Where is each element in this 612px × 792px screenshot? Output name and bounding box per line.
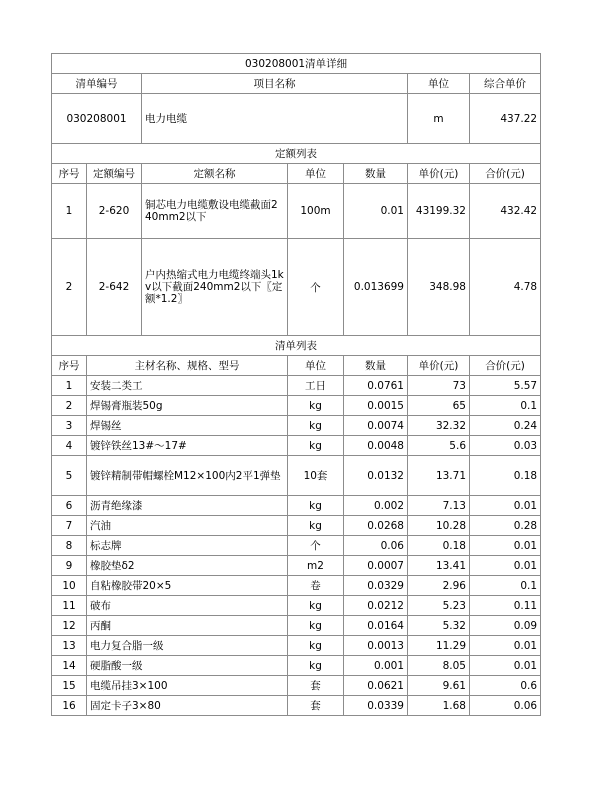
material-total: 0.01 (470, 536, 541, 556)
quota-row (52, 239, 541, 336)
material-quantity: 0.0621 (344, 676, 408, 696)
quota-header-cell: 定额编号 (87, 164, 142, 184)
material-unit: kg (288, 636, 344, 656)
materials-header-cell: 单位 (288, 356, 344, 376)
unit-price-value: 437.22 (470, 94, 541, 144)
material-row (52, 556, 541, 576)
material-seq: 1 (52, 376, 87, 396)
material-total: 0.28 (470, 516, 541, 536)
material-row (52, 416, 541, 436)
material-unit: kg (288, 396, 344, 416)
materials-header-cell: 序号 (52, 356, 87, 376)
quota-section-title: 定额列表 (52, 144, 541, 164)
material-row (52, 516, 541, 536)
quota-header-row (52, 164, 541, 184)
material-row (52, 456, 541, 496)
material-unit: 工日 (288, 376, 344, 396)
material-row (52, 636, 541, 656)
material-quantity: 0.0015 (344, 396, 408, 416)
material-quantity: 0.0761 (344, 376, 408, 396)
quota-unit-price: 348.98 (408, 239, 470, 336)
quota-header-cell: 序号 (52, 164, 87, 184)
material-row (52, 696, 541, 716)
material-name: 破布 (87, 596, 288, 616)
materials-section-title: 清单列表 (52, 336, 541, 356)
material-unit: kg (288, 496, 344, 516)
material-quantity: 0.0339 (344, 696, 408, 716)
material-unit-price: 9.61 (408, 676, 470, 696)
material-seq: 15 (52, 676, 87, 696)
material-unit: m2 (288, 556, 344, 576)
material-quantity: 0.0007 (344, 556, 408, 576)
material-unit-price: 10.28 (408, 516, 470, 536)
quota-code: 2-642 (87, 239, 142, 336)
material-unit-price: 8.05 (408, 656, 470, 676)
material-unit: kg (288, 656, 344, 676)
material-quantity: 0.06 (344, 536, 408, 556)
unit-value: m (408, 94, 470, 144)
material-total: 0.06 (470, 696, 541, 716)
material-total: 0.01 (470, 496, 541, 516)
material-unit-price: 7.13 (408, 496, 470, 516)
materials-header-row (52, 356, 541, 376)
material-name: 电缆吊挂3×100 (87, 676, 288, 696)
material-name: 安装二类工 (87, 376, 288, 396)
material-name: 电力复合脂一级 (87, 636, 288, 656)
material-seq: 12 (52, 616, 87, 636)
material-seq: 5 (52, 456, 87, 496)
bill-code-header: 清单编号 (52, 74, 142, 94)
material-total: 0.09 (470, 616, 541, 636)
material-total: 0.01 (470, 556, 541, 576)
project-name-header: 项目名称 (142, 74, 408, 94)
material-name: 汽油 (87, 516, 288, 536)
material-quantity: 0.001 (344, 656, 408, 676)
material-row (52, 676, 541, 696)
material-unit: 卷 (288, 576, 344, 596)
material-seq: 7 (52, 516, 87, 536)
material-unit-price: 11.29 (408, 636, 470, 656)
material-unit-price: 13.41 (408, 556, 470, 576)
quota-code: 2-620 (87, 184, 142, 239)
material-row (52, 576, 541, 596)
quota-seq: 2 (52, 239, 87, 336)
material-unit-price: 5.32 (408, 616, 470, 636)
material-unit: 10套 (288, 456, 344, 496)
material-total: 0.01 (470, 636, 541, 656)
material-name: 镀锌铁丝13#～17# (87, 436, 288, 456)
material-row (52, 496, 541, 516)
material-unit-price: 1.68 (408, 696, 470, 716)
material-name: 橡胶垫δ2 (87, 556, 288, 576)
material-name: 自粘橡胶带20×5 (87, 576, 288, 596)
material-unit-price: 13.71 (408, 456, 470, 496)
material-quantity: 0.0329 (344, 576, 408, 596)
material-quantity: 0.002 (344, 496, 408, 516)
material-row (52, 376, 541, 396)
quota-name: 铜芯电力电缆敷设电缆截面240mm2以下 (142, 184, 288, 239)
material-total: 0.24 (470, 416, 541, 436)
material-total: 0.11 (470, 596, 541, 616)
quota-header-cell: 定额名称 (142, 164, 288, 184)
material-unit-price: 65 (408, 396, 470, 416)
unit-price-header: 综合单价 (470, 74, 541, 94)
material-row (52, 596, 541, 616)
bill-detail-table (51, 53, 541, 716)
material-unit-price: 5.23 (408, 596, 470, 616)
materials-header-cell: 数量 (344, 356, 408, 376)
material-row (52, 396, 541, 416)
material-unit-price: 2.96 (408, 576, 470, 596)
material-name: 丙酮 (87, 616, 288, 636)
quota-total: 4.78 (470, 239, 541, 336)
material-seq: 10 (52, 576, 87, 596)
material-row (52, 536, 541, 556)
material-seq: 3 (52, 416, 87, 436)
quota-header-cell: 合价(元) (470, 164, 541, 184)
material-total: 0.1 (470, 576, 541, 596)
page-title: 030208001清单详细 (52, 54, 541, 74)
material-total: 0.01 (470, 656, 541, 676)
quota-quantity: 0.013699 (344, 239, 408, 336)
material-seq: 4 (52, 436, 87, 456)
material-unit: kg (288, 416, 344, 436)
material-total: 0.1 (470, 396, 541, 416)
quota-quantity: 0.01 (344, 184, 408, 239)
material-unit: 套 (288, 676, 344, 696)
material-seq: 2 (52, 396, 87, 416)
material-unit: 套 (288, 696, 344, 716)
quota-header-cell: 数量 (344, 164, 408, 184)
material-name: 镀锌精制带帽螺栓M12×100内2平1弹垫 (87, 456, 288, 496)
material-seq: 13 (52, 636, 87, 656)
material-seq: 6 (52, 496, 87, 516)
material-name: 标志牌 (87, 536, 288, 556)
material-unit: 个 (288, 536, 344, 556)
materials-header-cell: 主材名称、规格、型号 (87, 356, 288, 376)
material-unit: kg (288, 596, 344, 616)
material-quantity: 0.0132 (344, 456, 408, 496)
quota-unit: 个 (288, 239, 344, 336)
material-quantity: 0.0212 (344, 596, 408, 616)
material-seq: 8 (52, 536, 87, 556)
material-quantity: 0.0048 (344, 436, 408, 456)
material-unit-price: 73 (408, 376, 470, 396)
material-name: 硬脂酸一级 (87, 656, 288, 676)
material-quantity: 0.0074 (344, 416, 408, 436)
material-total: 0.6 (470, 676, 541, 696)
material-unit-price: 5.6 (408, 436, 470, 456)
material-unit-price: 32.32 (408, 416, 470, 436)
material-total: 5.57 (470, 376, 541, 396)
material-unit: kg (288, 516, 344, 536)
materials-header-cell: 合价(元) (470, 356, 541, 376)
material-row (52, 656, 541, 676)
quota-seq: 1 (52, 184, 87, 239)
unit-header: 单位 (408, 74, 470, 94)
material-unit: kg (288, 436, 344, 456)
material-unit-price: 0.18 (408, 536, 470, 556)
material-quantity: 0.0164 (344, 616, 408, 636)
material-seq: 9 (52, 556, 87, 576)
material-seq: 16 (52, 696, 87, 716)
material-name: 焊锡膏瓶装50g (87, 396, 288, 416)
material-name: 固定卡子3×80 (87, 696, 288, 716)
material-row (52, 616, 541, 636)
bill-code-value: 030208001 (52, 94, 142, 144)
material-quantity: 0.0013 (344, 636, 408, 656)
materials-header-cell: 单价(元) (408, 356, 470, 376)
material-row (52, 436, 541, 456)
quota-name: 户内热缩式电力电缆终端头1kv以下截面240mm2以下〖定额*1.2〗 (142, 239, 288, 336)
quota-header-cell: 单价(元) (408, 164, 470, 184)
quota-header-cell: 单位 (288, 164, 344, 184)
material-unit: kg (288, 616, 344, 636)
quota-unit-price: 43199.32 (408, 184, 470, 239)
material-total: 0.18 (470, 456, 541, 496)
material-seq: 14 (52, 656, 87, 676)
material-name: 沥青绝缘漆 (87, 496, 288, 516)
material-name: 焊锡丝 (87, 416, 288, 436)
quota-row (52, 184, 541, 239)
material-total: 0.03 (470, 436, 541, 456)
project-name-value: 电力电缆 (142, 94, 408, 144)
material-quantity: 0.0268 (344, 516, 408, 536)
quota-unit: 100m (288, 184, 344, 239)
quota-total: 432.42 (470, 184, 541, 239)
material-seq: 11 (52, 596, 87, 616)
